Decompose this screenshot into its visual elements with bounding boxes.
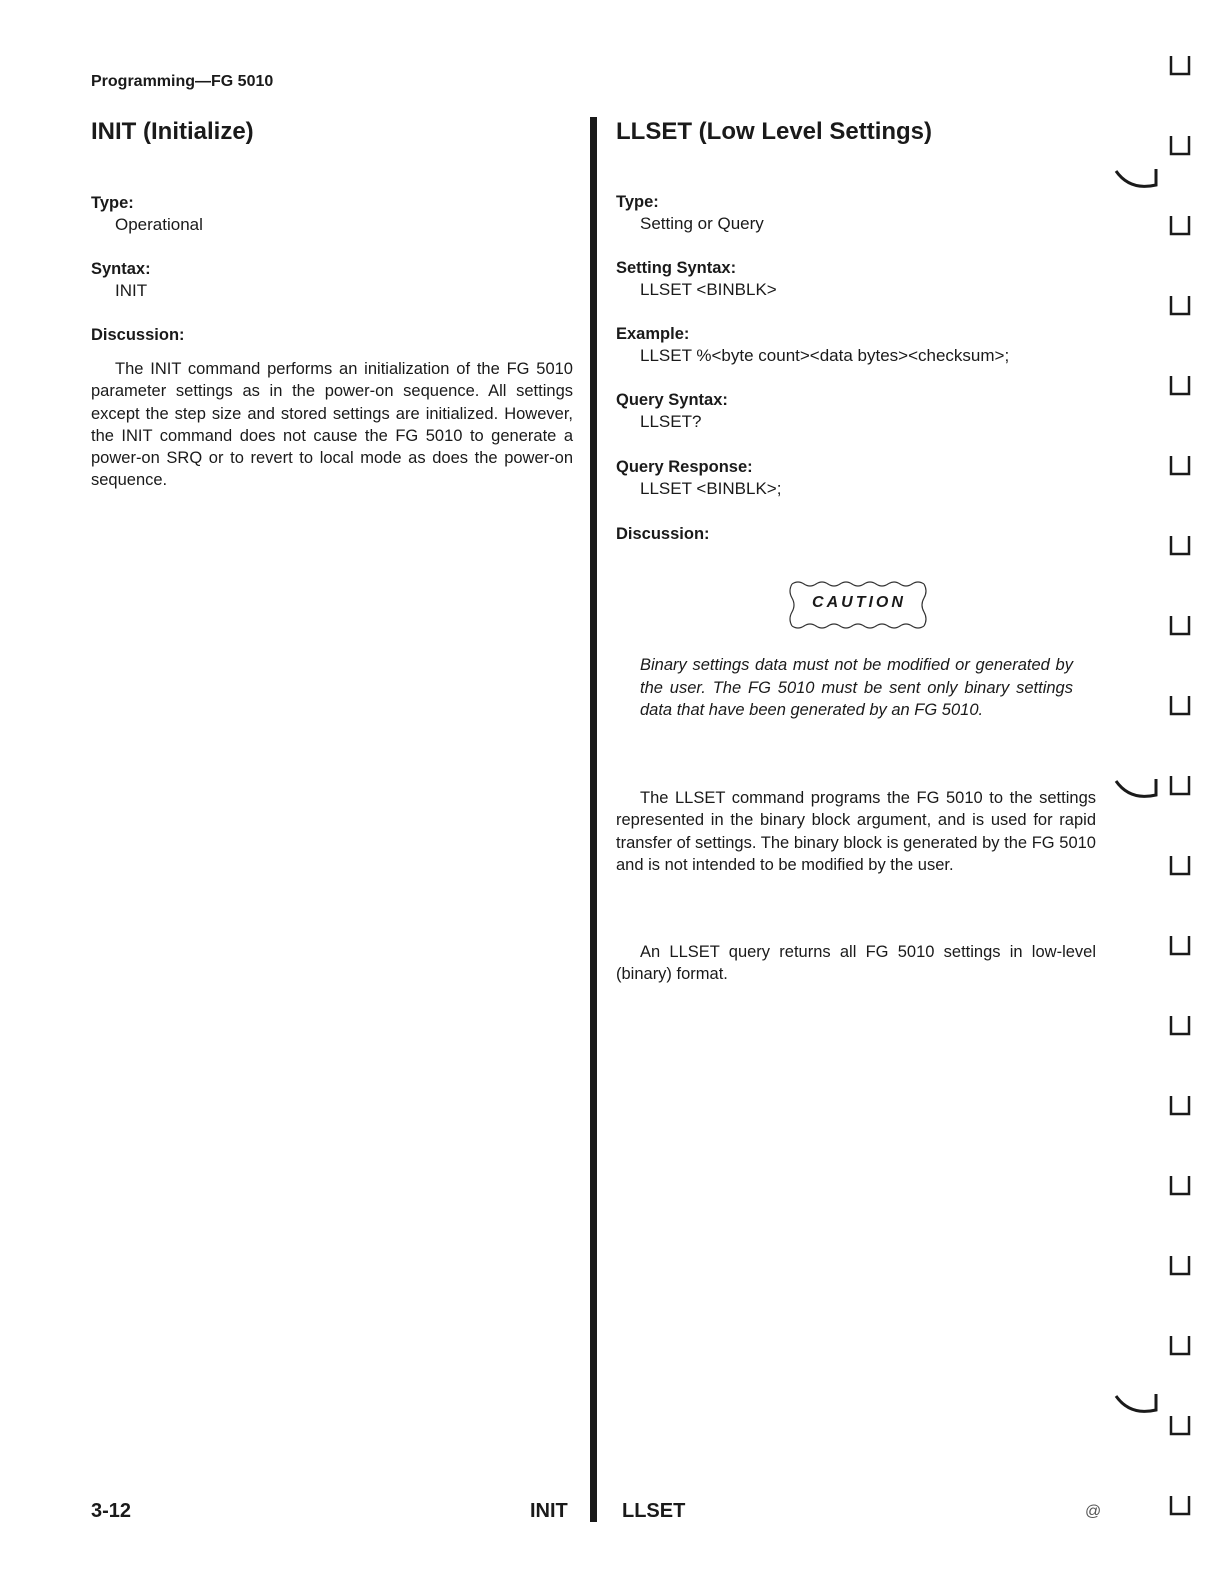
llset-query-response-label: Query Response:	[616, 458, 753, 476]
binder-arc-icon	[1112, 775, 1162, 805]
llset-paragraph-1: The LLSET command programs the FG 5010 to the settings represented in the binary block argument, and is used for rapid transfer of settings. The binary block is generated by the FG 5010 and is not intended to be modified by the user.	[616, 789, 1096, 874]
init-section-title: INIT (Initialize)	[91, 118, 254, 145]
llset-section-title: LLSET (Low Level Settings)	[616, 118, 933, 145]
copyright-symbol: @	[1085, 1503, 1102, 1520]
init-type-label: Type:	[91, 194, 134, 212]
caution-text: Binary settings data must not be modified or generated by the user. The FG 5010 must be sent only binary settings data that have been generated by an FG 5010.	[640, 656, 1073, 720]
llset-example-label: Example:	[616, 325, 690, 343]
binder-hole-column-icon	[1168, 50, 1198, 1570]
llset-query-syntax-label: Query Syntax:	[616, 391, 728, 409]
llset-discussion-label: Discussion:	[616, 525, 710, 543]
column-divider	[590, 117, 597, 1522]
llset-type-label: Type:	[616, 193, 659, 211]
footer-right-tab: LLSET	[622, 1500, 686, 1522]
llset-setting-syntax-value: LLSET <BINBLK>	[640, 280, 777, 299]
init-syntax-value: INIT	[115, 281, 148, 300]
init-type-value: Operational	[115, 215, 203, 234]
binder-arc-icon	[1112, 1390, 1162, 1420]
page-number: 3-12	[91, 1500, 132, 1522]
init-syntax-label: Syntax:	[91, 260, 151, 278]
binder-arc-icon	[1112, 165, 1162, 195]
init-discussion-text: The INIT command performs an initialization of the FG 5010 parameter settings as in the power-on sequence. All settings except the step size and stored settings are initialized. However, the INIT command does not cause the FG 5010 to generate a power-on SRQ or to revert to local mode as does the power-on sequence.	[91, 360, 573, 490]
init-discussion-label: Discussion:	[91, 326, 185, 344]
llset-example-value: LLSET %<byte count><data bytes><checksum>;	[640, 346, 1010, 365]
footer-left-tab: INIT	[530, 1500, 568, 1522]
caution-label: CAUTION	[812, 594, 906, 611]
llset-setting-syntax-label: Setting Syntax:	[616, 259, 737, 277]
llset-paragraph-2: An LLSET query returns all FG 5010 settings in low-level (binary) format.	[616, 943, 1096, 984]
llset-query-response-value: LLSET <BINBLK>;	[640, 479, 782, 498]
llset-query-syntax-value: LLSET?	[640, 412, 702, 431]
caution-badge	[788, 580, 930, 630]
running-head: Programming—FG 5010	[91, 73, 274, 90]
llset-type-value: Setting or Query	[640, 214, 764, 233]
